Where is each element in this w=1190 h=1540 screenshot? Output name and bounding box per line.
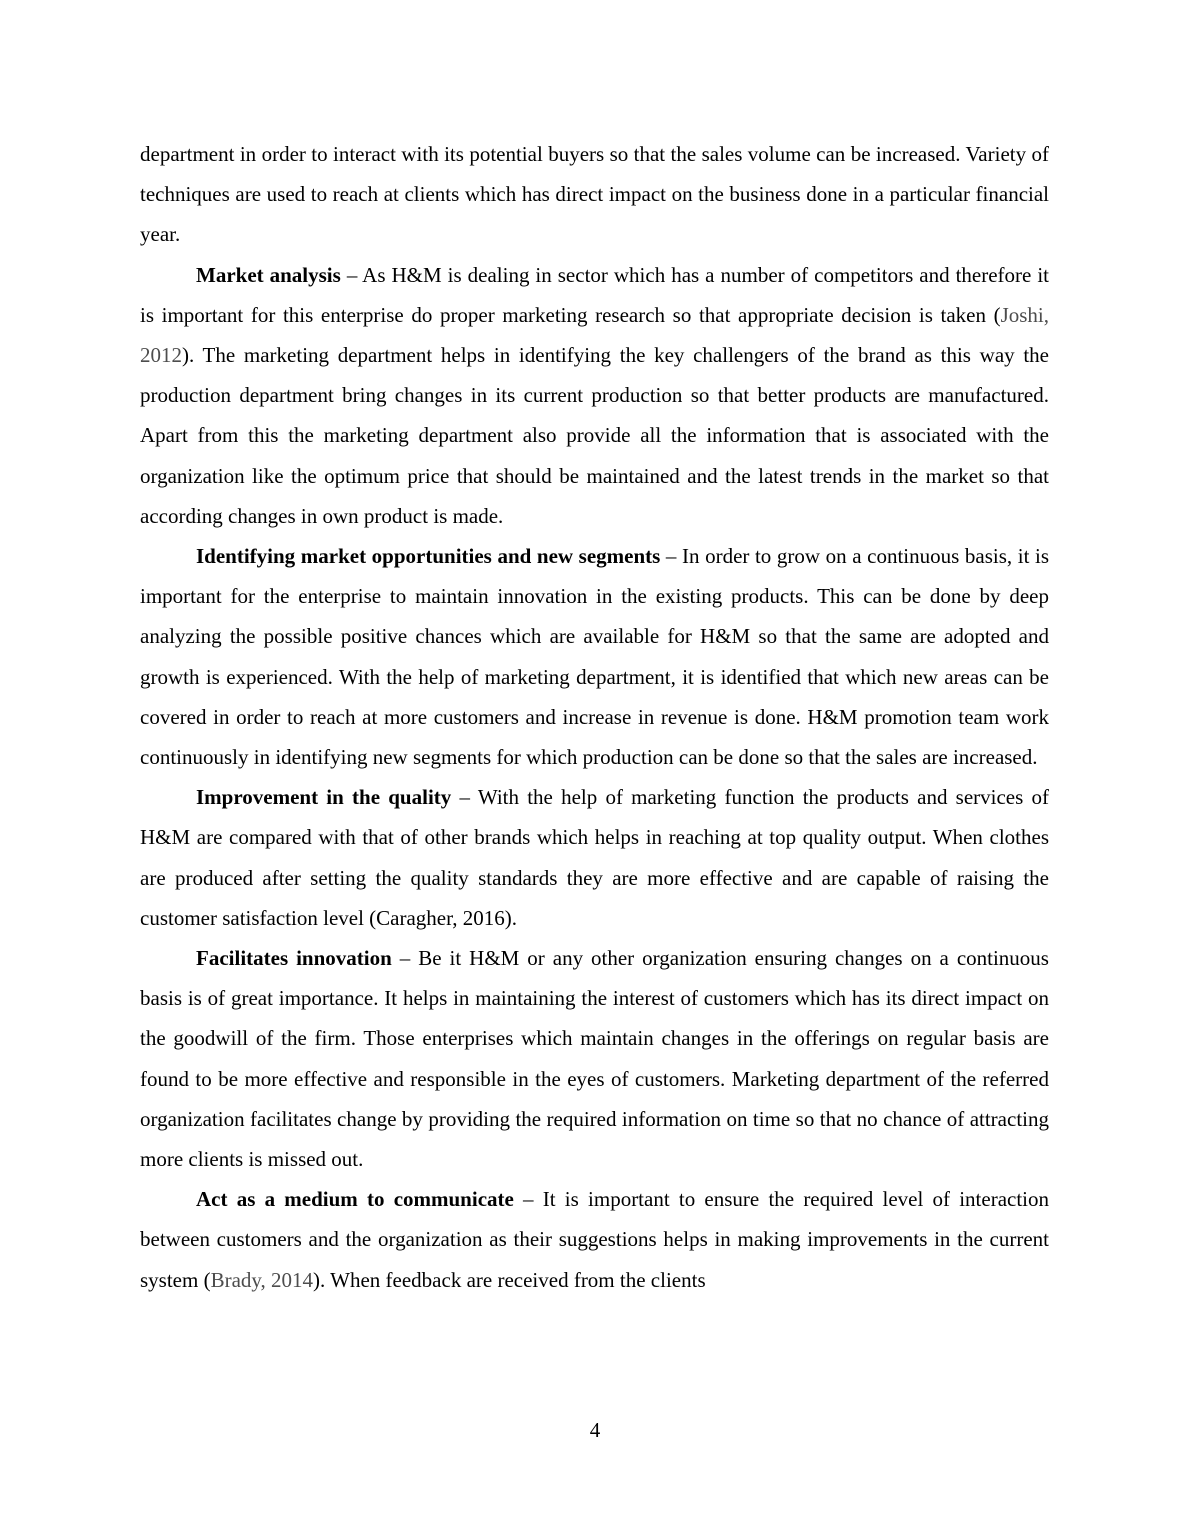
paragraph-facilitates-innovation	[140, 938, 1049, 1179]
document-body	[140, 134, 1049, 1300]
paragraph-text: – With the help of marketing function the products and services of H&M are compared with that of other brands which helps in reaching at top quality output. When clothes are produced after setting the quality standards they are more effective and are capable of raising the customer satisfaction level (Caragher, 2016).	[140, 785, 1050, 930]
paragraph-heading: Act as a medium to communicate	[196, 1187, 514, 1212]
paragraph-market-analysis	[140, 255, 1049, 536]
paragraph-market-opportunities	[140, 536, 1049, 777]
paragraph-text: – It is important to ensure the required level of interaction between customers and the organization as their suggestions helps in making improvements in the current system (	[140, 1187, 1050, 1292]
paragraph-text-continued: ). When feedback are received from the clients	[313, 1267, 706, 1292]
paragraph-text: – In order to grow on a continuous basis, it is important for the enterprise to maintain innovation in the existing products. This can be done by deep analyzing the possible positive chances which are available for H&M so that the same are adopted and growth is experienced. With the help of marketing department, it is identified that which new areas can be covered in order to reach at more customers and increase in revenue is done. H&M promotion team work continuously in identifying new segments for which production can be done so that the sales are increased.	[140, 544, 1050, 770]
page-number: 4	[589, 1418, 601, 1442]
paragraph-continuation	[140, 134, 1049, 255]
paragraph-heading: Facilitates innovation	[196, 946, 392, 971]
paragraph-communication-medium	[140, 1179, 1049, 1300]
paragraph-heading: Identifying market opportunities and new segments	[196, 544, 661, 569]
paragraph-text: – Be it H&M or any other organization ensuring changes on a continuous basis is of great importance. It helps in maintaining the interest of customers which has its direct impact on the goodwill of the firm. Those enterprises which maintain changes in the offerings on regular basis are found to be more effective and responsible in the eyes of customers. Marketing department of the referred organization facilitates change by providing the required information on time so that no chance of attracting more clients is missed out.	[140, 946, 1049, 1172]
paragraph-text: department in order to interact with its potential buyers so that the sales volume can be increased. Variety of techniques are used to reach at clients which has direct impact on the business done in a particular financial year.	[140, 142, 1049, 247]
paragraph-quality-improvement	[140, 777, 1049, 938]
paragraph-text: – As H&M is dealing in sector which has a number of competitors and therefore it is important for this enterprise do proper marketing research so that appropriate decision is taken (	[140, 262, 1049, 327]
paragraph-heading: Improvement in the quality	[196, 785, 452, 810]
paragraph-heading: Market analysis	[196, 262, 341, 287]
paragraph-text-continued: ). The marketing department helps in identifying the key challengers of the brand as this way the production department bring changes in its current production so that better products are manufactured. Apart from this the marketing department also provide all the information that is associated with the organization like the optimum price that should be maintained and the latest trends in the market so that according changes in own product is made.	[140, 343, 1049, 528]
citation: Brady, 2014	[210, 1267, 314, 1292]
citation: Joshi, 2012	[140, 302, 1049, 368]
